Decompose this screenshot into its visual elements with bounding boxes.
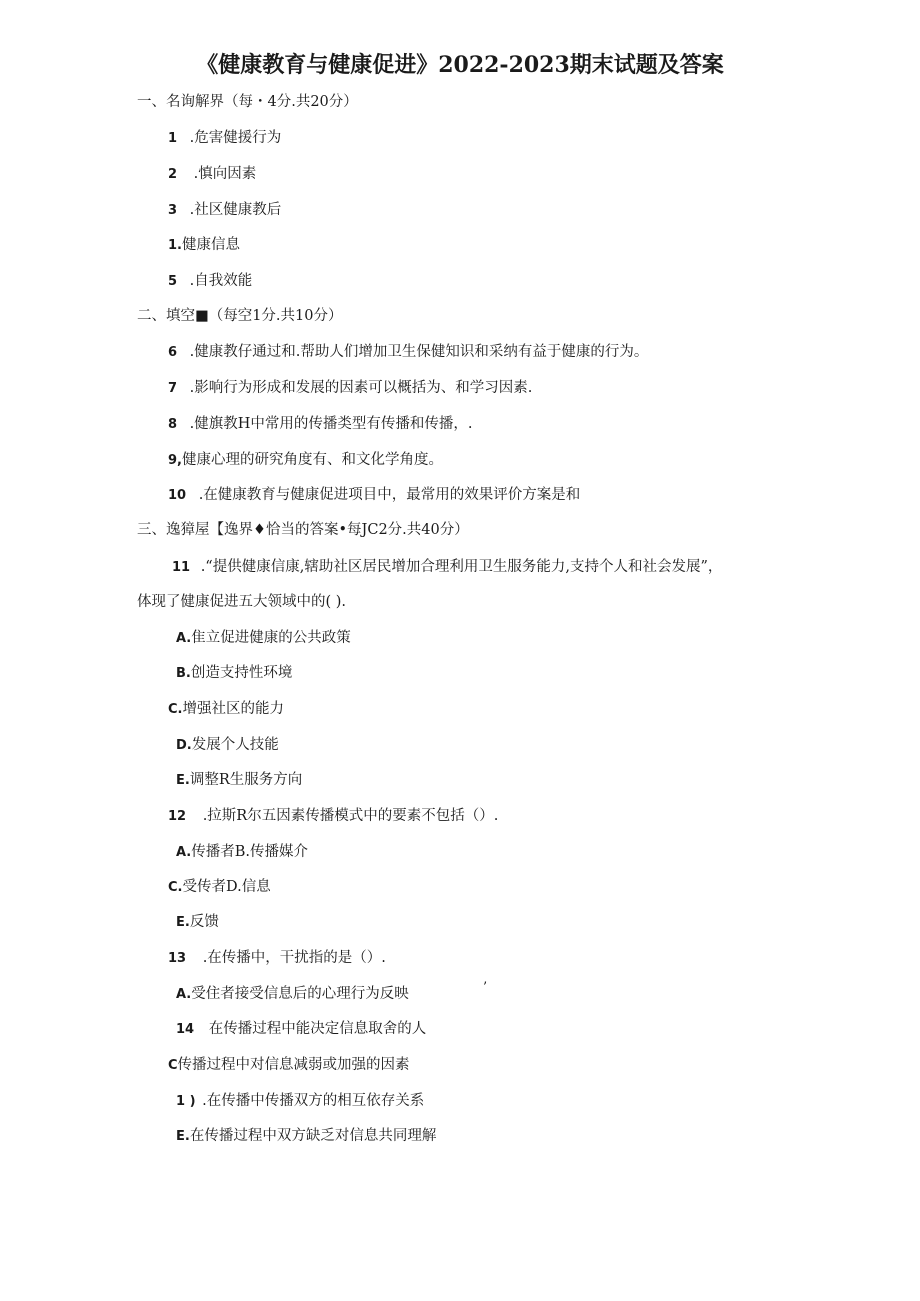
list-item [168, 378, 532, 399]
option-text: 受传者D.信息 [182, 879, 271, 895]
list-item [168, 342, 648, 363]
item-number: 11 [172, 560, 191, 575]
item-text: .慎向因素 [193, 166, 257, 182]
option-letter: C. [168, 702, 183, 717]
stray-mark: ’ [483, 980, 488, 995]
option-cd [168, 877, 271, 898]
option-text: 增强社区的能力 [182, 701, 284, 717]
question-11-continuation [137, 592, 346, 612]
option-letter: 1 ) [176, 1094, 196, 1109]
option-b [176, 663, 292, 684]
item-number: 10 [168, 488, 187, 503]
item-number: 2 [168, 167, 178, 182]
option-letter: A. [176, 845, 192, 860]
option-text: .在传播中传播双方的相互依存关系 [202, 1093, 425, 1109]
option-letter: E. [176, 1129, 190, 1144]
item-text: .社区健康教后 [189, 202, 282, 218]
item-number: 9, [168, 453, 182, 468]
item-number: 13 [168, 951, 187, 966]
item-number: 6 [168, 345, 178, 360]
question-12 [168, 806, 498, 827]
option-text: 发展个人技能 [191, 737, 279, 753]
option-c [168, 699, 284, 720]
item-number: 14 [176, 1022, 195, 1037]
option-d [176, 735, 279, 756]
item-text: .在健康教育与健康促进项目中，最常用的效果评价方案是和 [198, 487, 581, 503]
list-item [168, 271, 252, 292]
option-text: 隹立促进健康的公共政策 [191, 630, 351, 646]
option-text: 传播者B.传播媒介 [191, 844, 309, 860]
list-item [168, 450, 443, 471]
option-text: 受住者接受信息后的心理行为反映 [191, 986, 409, 1002]
option-text: 反馈 [189, 914, 219, 930]
option-text: 在传播过程中双方缺乏对信息共同理解 [189, 1128, 437, 1144]
section-heading-2: 二、填空■（每空1分.共10分） [137, 308, 343, 324]
item-text: .在传播中，干扰指的是（）. [202, 950, 386, 966]
option-letter: E. [176, 915, 190, 930]
option-c [168, 1055, 410, 1076]
item-number: 3 [168, 203, 178, 218]
section-heading-3-text: 三、逸獐屋【逸界♦恰当的答案•每JC2分.共40分） [137, 522, 469, 538]
item-text: .“提供健康信康,辖助社区居民增加合理利用卫生服务能力,支持个人和社会发展”， [200, 559, 723, 575]
option-e [176, 912, 219, 933]
item-number: 5 [168, 274, 178, 289]
item-number: 7 [168, 381, 178, 396]
item-text: .健旗教H中常用的传播类型有传播和传播，. [189, 416, 473, 432]
option-letter: C. [168, 880, 183, 895]
list-item [168, 414, 473, 435]
list-item [168, 200, 281, 221]
option-letter: A. [176, 631, 192, 646]
document-title: 《健康教育与健康促进》2022-2023期末试题及答案 [196, 52, 724, 78]
option-a [176, 984, 409, 1005]
item-number: 8 [168, 417, 178, 432]
item-number: 1 [168, 131, 178, 146]
question-14 [176, 1019, 426, 1040]
list-item [168, 485, 580, 506]
option-letter: B. [176, 666, 191, 681]
item-number: 12 [168, 809, 187, 824]
item-text: 在传播过程中能决定信息取舍的人 [208, 1021, 427, 1037]
section-heading-3 [137, 520, 469, 540]
list-item [168, 164, 256, 185]
item-text: 健康心理的研究角度有、和文化学角度。 [181, 452, 443, 468]
item-text: 健康信息 [181, 237, 240, 253]
item-text: .拉斯R尔五因素传播模式中的要素不包括（）. [202, 808, 499, 824]
item-text: .影响行为形成和发展的因素可以概括为、和学习因素. [189, 380, 533, 396]
option-text: 传播过程中对信息减弱或加强的因素 [177, 1057, 410, 1073]
item-text: .自我效能 [189, 273, 253, 289]
option-d [176, 1091, 424, 1112]
item-text: 体现了健康促进五大领域中的( ). [137, 594, 347, 610]
option-letter: A. [176, 987, 192, 1002]
option-ab [176, 842, 308, 863]
question-13 [168, 948, 386, 969]
option-a [176, 628, 351, 649]
option-letter: E. [176, 773, 190, 788]
item-number: 1. [168, 238, 182, 253]
option-text: 创造支持性环境 [190, 665, 293, 681]
option-letter: D. [176, 738, 192, 753]
option-e [176, 1126, 436, 1147]
item-text: .健康教仔通过和.帮助人们增加卫生保健知识和采纳有益于健康的行为。 [189, 344, 649, 360]
option-text: 调整R生服务方向 [189, 772, 303, 788]
question-11 [172, 557, 722, 578]
option-letter: C [168, 1058, 178, 1073]
item-text: .危害健援行为 [189, 130, 282, 146]
list-item [168, 128, 281, 149]
section-heading-1: 一、名询解界（每・4分.共20分） [137, 94, 358, 110]
option-e [176, 770, 302, 791]
list-item [168, 235, 240, 256]
